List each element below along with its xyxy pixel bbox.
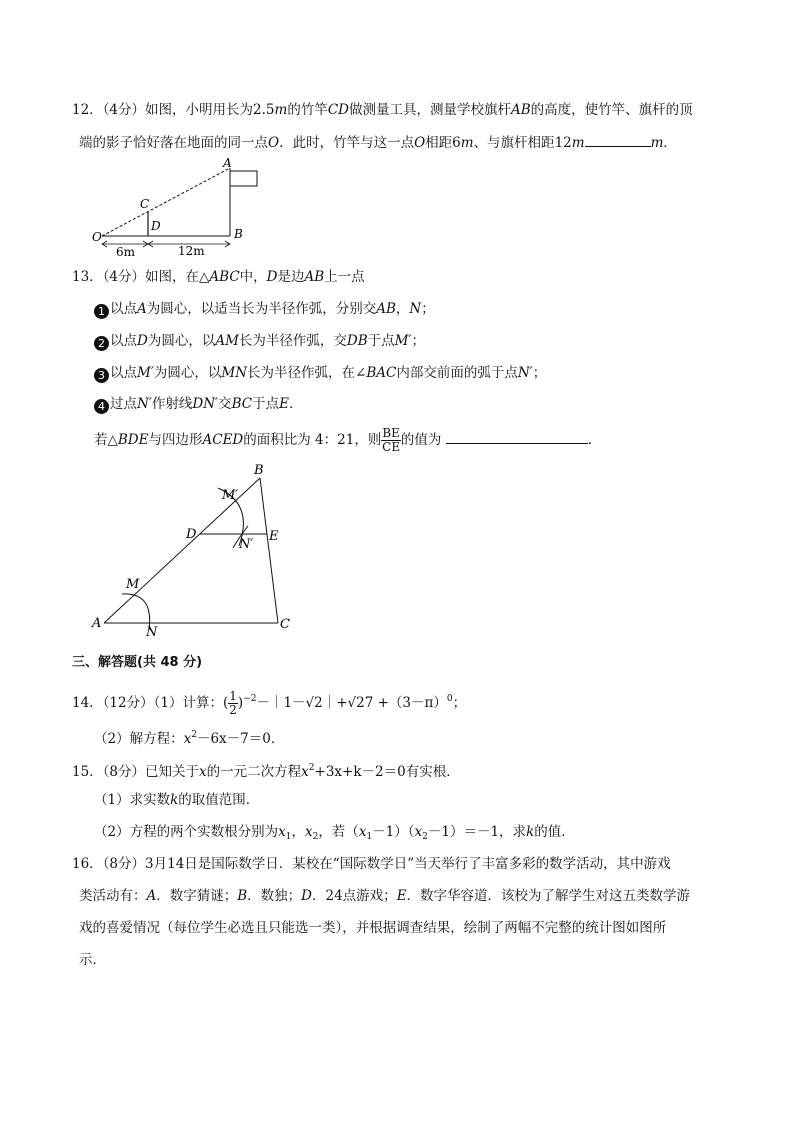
q16-line-4: 示． (79, 952, 106, 968)
q13-step-2: 2 以点D为圆心，以AM长为半径作弧，交DB于点M′； (94, 331, 425, 351)
q13-step-4: 4 过点N′作射线DN′交BC于点E． (94, 394, 302, 414)
q13-label-M: M (126, 577, 140, 592)
q12-line-1: 12．（4分）如图，小明用长为2.5m的竹竿CD做测量工具，测量学校旗杆AB的高度，使竹竿、旗杆的顶 (72, 102, 693, 118)
q15-part-2: （2）方程的两个实数根分别为$x_1$，$x_2$，若$(x_1-1)(x_2-1)=-1$，求k的值． (94, 824, 575, 842)
q13-label-N-prime: N′ (239, 537, 254, 552)
q13-label-C: C (280, 617, 290, 632)
q16-line-1: 16．（8分）3月14日是国际数学日．某校在“国际数学日”当天举行了丰富多彩的数学活动，其中游戏 (72, 856, 671, 872)
q13-answer-blank[interactable] (446, 429, 588, 444)
q12-label-D: D (151, 219, 161, 233)
q12-label-B: B (234, 227, 243, 241)
q13-question: 若△BDE与四边形ACED的面积比为 4：21，则 $\frac{BE}{CE}$ 的值为 ． (94, 426, 602, 454)
q15-part-1: （1）求实数k的取值范围． (94, 792, 260, 808)
q14-line-1: 14．（12分）（1）计算：( $\frac{1}{2}$ )$^{-2}$－｜1－√2｜+√27 $+(3-\pi)^0$； (72, 689, 467, 717)
q16-line-3: 戏的喜爱情况（每位学生必选且只能选一类），并根据调查结果，绘制了两幅不完整的统计图如图所 (79, 920, 667, 936)
q13-line-1: 13．（4分）如图，在△ABC中，D是边AB上一点 (72, 269, 365, 285)
q13-fraction: $\frac{BE}{CE}$ (382, 426, 401, 454)
q12-figure (88, 158, 268, 260)
q15-line-1: 15．（8分）已知关于x的一元二次方程$x^2+3x+k-2=0$有实根． (72, 763, 460, 780)
q13-label-M-prime: M′ (222, 488, 239, 503)
q14-fraction: $\frac{1}{2}$ (229, 689, 237, 717)
q12-label-C: C (140, 197, 150, 211)
q13-label-E: E (269, 529, 279, 544)
q13-step-3: 3 以点M′为圆心，以MN长为半径作弧，在∠BAC内部交前面的弧于点N′； (94, 363, 546, 383)
q12-answer-blank[interactable] (585, 132, 651, 147)
q12-dim-6m: 6m (116, 245, 136, 259)
q12-label-A: A (223, 158, 232, 170)
q13-label-N: N (146, 625, 158, 640)
q12-dim-12m: 12m (178, 244, 205, 258)
q13-label-B: B (254, 463, 264, 478)
q12-label-O: O (92, 230, 102, 244)
q13-step-1: 1 以点A为圆心，以适当长为半径作弧，分别交AB，N； (94, 299, 435, 319)
q13-label-D: D (186, 527, 197, 542)
q16-line-2: 类活动有：A．数字猜谜；B．数独；D．24点游戏；E．数字华容道．该校为了解学生对这五类数学游 (79, 888, 691, 904)
q12-line-2: 端的影子恰好落在地面的同一点O．此时，竹竿与这一点O相距6m、与旗杆相距12m m． (79, 132, 677, 153)
q13-label-A: A (92, 616, 102, 631)
q14-line-2: （2）解方程：$x^2-6x-7=0$． (94, 730, 285, 747)
section-3-heading: 三、解答题(共 48 分) (72, 655, 203, 670)
q13-figure (88, 460, 298, 645)
